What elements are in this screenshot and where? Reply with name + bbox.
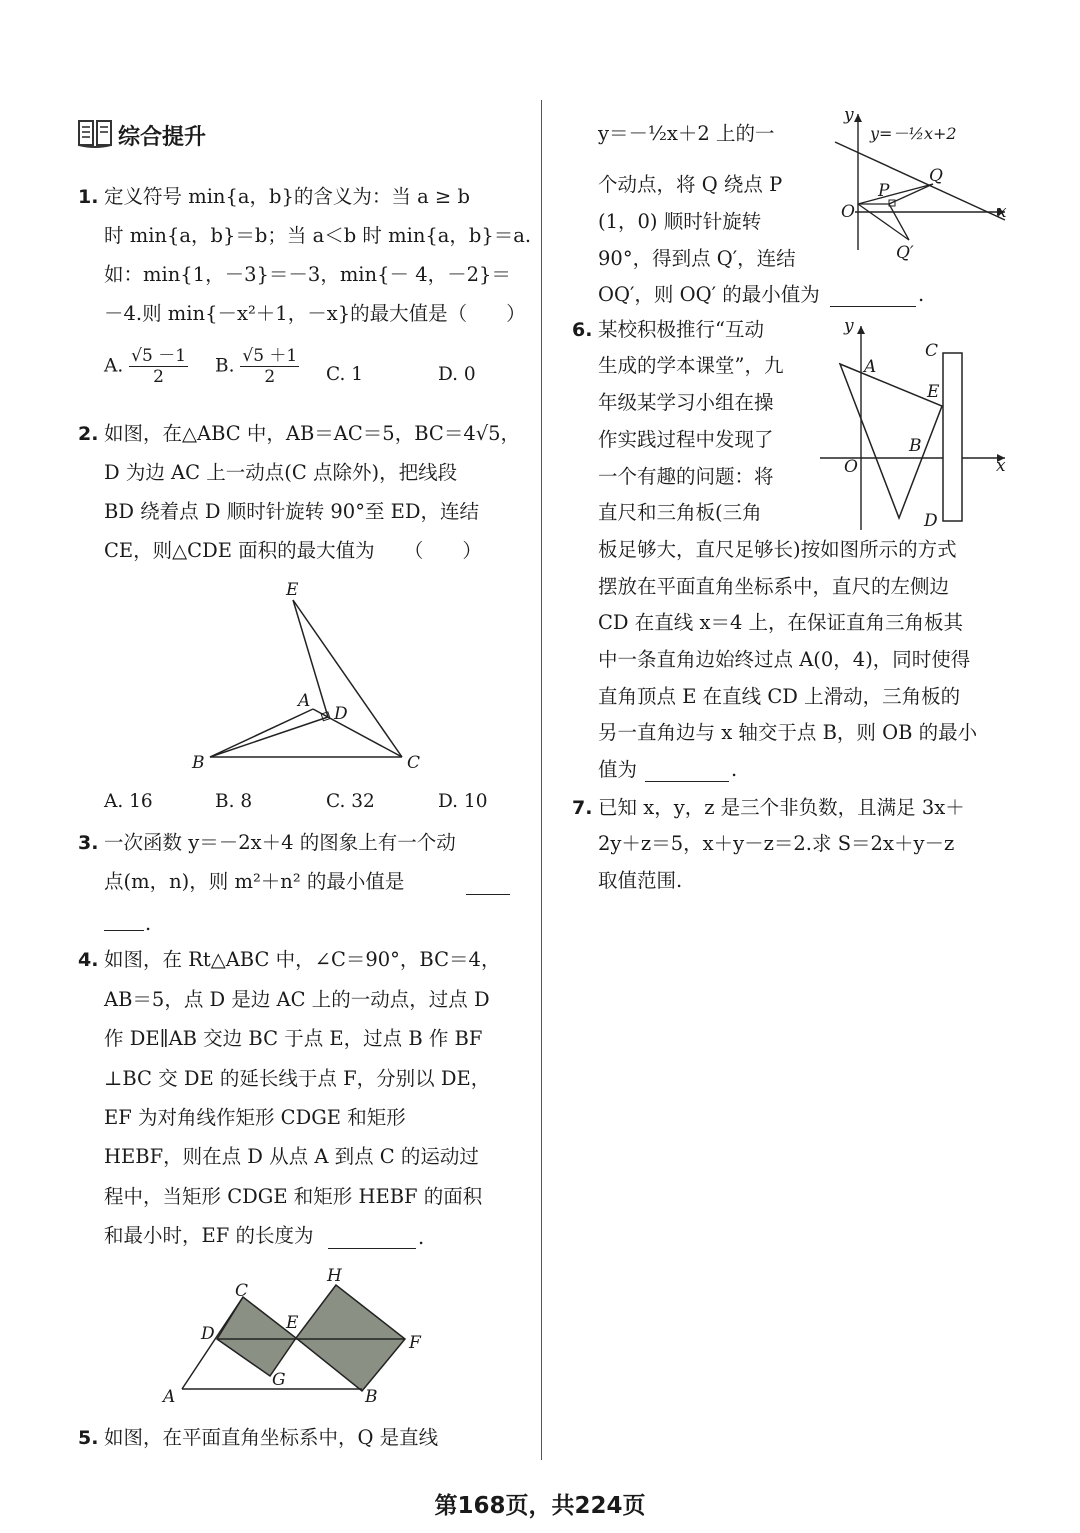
q7-number: 7. [572, 797, 593, 819]
q3-line-2: 点(m，n)，则 m²＋n² 的最小值是 [104, 870, 405, 893]
q3-line-1: 一次函数 y＝－2x＋4 的图象上有一个动 [104, 831, 456, 854]
column-divider [541, 100, 542, 1460]
q2-number: 2. [78, 423, 99, 445]
q4-label-E: E [286, 1313, 299, 1333]
q4-label-H: H [327, 1266, 342, 1286]
q2-label-B: B [192, 753, 205, 773]
q4-line-2: AB＝5，点 D 是边 AC 上的一动点，过点 D [104, 988, 490, 1011]
q5-label-Q: Q [929, 166, 943, 186]
q5-label-P: P [878, 181, 890, 201]
q4-number: 4. [78, 949, 99, 971]
q6-line-6: 直尺和三角板(三角 [598, 501, 762, 524]
q5-line-3: (1，0) 顺时针旋转 [598, 210, 762, 233]
q1-choice-a: A. $\frac{√5 -1}{2}$ [104, 346, 187, 387]
q2-line-2: D 为边 AC 上一动点(C 点除外)，把线段 [104, 461, 458, 484]
q5-line-2: 个动点，将 Q 绕点 P [598, 173, 783, 196]
q4-line-6: HEBF，则在点 D 从点 A 到点 C 的运动过 [104, 1145, 479, 1168]
q2-label-A: A [298, 691, 311, 711]
q4-line-1: 如图，在 Rt△ABC 中，∠C＝90°，BC＝4， [104, 948, 501, 971]
q1-line-2: 时 min{a，b}＝b；当 a＜b 时 min{a，b}＝a. [104, 224, 532, 247]
q4-label-A: A [163, 1387, 176, 1407]
q4-label-B: B [365, 1387, 378, 1407]
q4-label-G: G [272, 1370, 286, 1390]
q1-choice-c: C. 1 [326, 364, 364, 385]
q4-rectangles-figure [155, 1260, 435, 1408]
q7-line-2: 2y＋z＝5，x＋y－z＝2.求 S＝2x＋y－z [598, 832, 955, 855]
q2-label-C: C [407, 753, 421, 773]
q6-line-1: 某校积极推行“互动 [598, 318, 764, 341]
q5-first-line: 如图，在平面直角坐标系中，Q 是直线 [104, 1426, 439, 1449]
q6-number: 6. [572, 319, 593, 341]
q1-number: 1. [78, 186, 99, 208]
q6-line-4: 作实践过程中发现了 [598, 428, 774, 451]
q6-line-7: 板足够大，直尺足够长)按如图所示的方式 [598, 538, 957, 561]
q6-line-10: 中一条直角边始终过点 A(0，4)，同时使得 [598, 648, 971, 671]
q5-line-1: y＝－½x＋2 上的一 [598, 122, 775, 145]
q2-line-1: 如图，在△ABC 中，AB＝AC＝5，BC＝4√5， [104, 422, 521, 445]
q6-label-O: O [844, 457, 858, 477]
q1-line-4: －4.则 min{－x²＋1，－x}的最大值是（ ） [104, 302, 526, 325]
q6-label-y: y [844, 316, 854, 336]
q6-tail: . [731, 758, 738, 781]
q3-tail: . [145, 912, 152, 935]
q5-line-equation: y=－½x+2 [870, 124, 957, 143]
q7-line-3: 取值范围. [598, 869, 683, 892]
q4-label-D: D [201, 1324, 215, 1344]
q6-label-x: x [996, 456, 1006, 476]
q2-label-E: E [286, 580, 299, 600]
q4-line-3: 作 DE∥AB 交边 BC 于点 E，过点 B 作 BF [104, 1027, 483, 1050]
q4-line-5: EF 为对角线作矩形 CDGE 和矩形 [104, 1106, 406, 1129]
q1-choice-d: D. 0 [438, 364, 476, 385]
q3-answer-blank-1[interactable] [466, 874, 510, 895]
page-footer: 第168页，共224页 [434, 1493, 646, 1519]
q6-label-B: B [909, 436, 922, 456]
q6-line-11: 直角顶点 E 在直线 CD 上滑动，三角板的 [598, 685, 961, 708]
q6-coordinate-graph [820, 312, 1015, 532]
q6-answer-blank[interactable] [645, 761, 729, 782]
q3-answer-blank-2[interactable] [104, 910, 144, 931]
q6-line-12: 另一直角边与 x 轴交于点 B，则 OB 的最小 [598, 721, 978, 744]
q1-choice-b: B. $\frac{√5 +1}{2}$ [215, 346, 298, 387]
q4-line-4: ⊥BC 交 DE 的延长线于点 F，分别以 DE， [104, 1067, 491, 1090]
q4-label-C: C [235, 1281, 249, 1301]
q2-choice-a: A. 16 [104, 791, 153, 812]
q6-line-2: 生成的学本课堂”，九 [598, 354, 784, 377]
q5-answer-blank[interactable] [830, 286, 916, 307]
q5-tail: . [918, 283, 925, 306]
q2-choice-b: B. 8 [215, 791, 253, 812]
q4-tail: . [418, 1226, 425, 1249]
q3-number: 3. [78, 832, 99, 854]
q5-number: 5. [78, 1427, 99, 1449]
q2-choice-c: C. 32 [326, 791, 375, 812]
q5-coordinate-graph [825, 100, 1015, 265]
q4-line-7: 程中，当矩形 CDGE 和矩形 HEBF 的面积 [104, 1185, 483, 1208]
q2-line-4: CE，则△CDE 面积的最大值为 （ ） [104, 539, 482, 562]
q6-label-E: E [927, 382, 940, 402]
q1-line-3: 如：min{1，－3}＝－3，min{－ 4，－2}＝ [104, 263, 511, 286]
book-icon [77, 118, 113, 150]
q6-line-13: 值为 [598, 758, 638, 781]
q2-choice-d: D. 10 [438, 791, 488, 812]
q4-answer-blank[interactable] [328, 1228, 416, 1249]
q6-label-A: A [864, 357, 877, 377]
q7-line-1: 已知 x，y，z 是三个非负数，且满足 3x＋ [598, 796, 965, 819]
q4-line-8: 和最小时，EF 的长度为 [104, 1224, 314, 1247]
q5-line-5: OQ′，则 OQ′ 的最小值为 [598, 283, 820, 306]
q2-line-3: BD 绕着点 D 顺时针旋转 90°至 ED，连结 [104, 500, 480, 523]
q5-label-y: y [844, 105, 854, 125]
q5-label-O: O [841, 202, 855, 222]
q6-label-D: D [924, 511, 938, 531]
q6-line-9: CD 在直线 x＝4 上，在保证直角三角板其 [598, 611, 964, 634]
section-title: 综合提升 [118, 125, 207, 150]
q6-line-5: 一个有趣的问题：将 [598, 465, 774, 488]
q4-label-F: F [409, 1333, 421, 1353]
q2-triangle-figure [180, 570, 440, 780]
q5-line-4: 90°，得到点 Q′，连结 [598, 247, 796, 270]
q6-line-8: 摆放在平面直角坐标系中，直尺的左侧边 [598, 575, 950, 598]
q1-line-1: 定义符号 min{a，b}的含义为：当 a ≥ b [104, 185, 470, 208]
q2-label-D: D [334, 704, 348, 724]
q6-line-3: 年级某学习小组在操 [598, 391, 774, 414]
q6-label-C: C [925, 341, 939, 361]
q5-label-Qprime: Q′ [896, 243, 914, 263]
q5-label-x: x [997, 202, 1007, 222]
